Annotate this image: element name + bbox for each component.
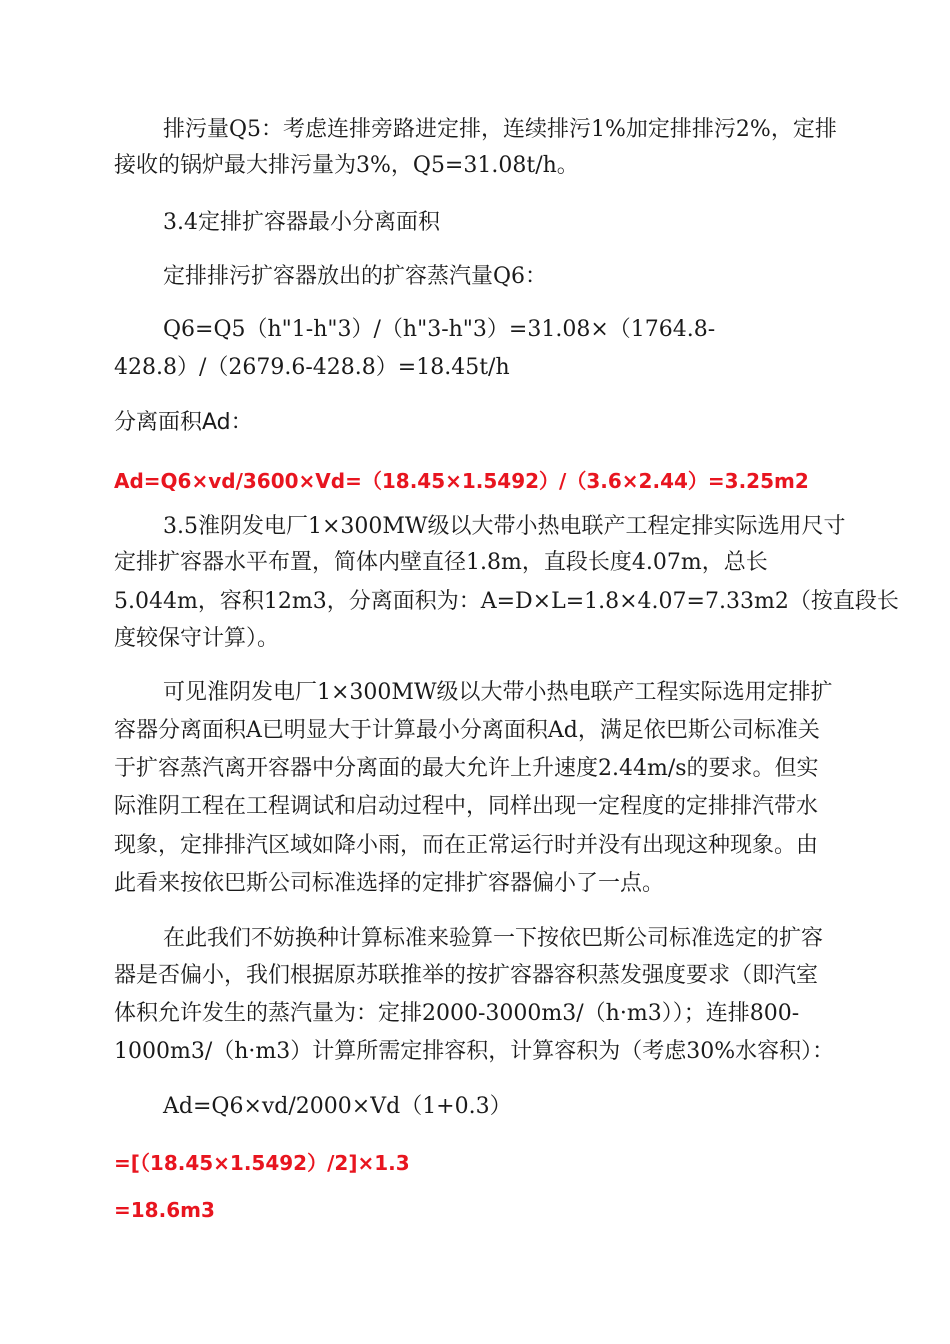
paragraph-line: 容器分离面积A已明显大于计算最小分离面积Ad，满足依巴斯公司标准关 (114, 718, 820, 743)
highlighted-formula: Ad=Q6×vd/3600×Vd=（18.45×1.5492）/（3.6×2.44）=3.25m2 (114, 469, 809, 493)
highlighted-formula: =[（18.45×1.5492）/2]×1.3 (114, 1151, 410, 1175)
paragraph-line: 分离面积Ad： (114, 410, 253, 435)
paragraph-line: 现象，定排排汽区域如降小雨，而在正常运行时并没有出现这种现象。由 (114, 833, 819, 858)
section-heading: 3.5淮阴发电厂1×300MW级以大带小热电联产工程定排实际选用尺寸 (163, 514, 846, 539)
formula-line: Q6=Q5（h"1-h"3）/（h"3-h"3）=31.08×（1764.8- (163, 317, 716, 342)
formula-line: 428.8）/（2679.6-428.8）=18.45t/h (114, 355, 510, 380)
formula-line: Ad=Q6×vd/2000×Vd（1+0.3） (163, 1094, 512, 1119)
paragraph-line: 5.044m，容积12m3，分离面积为：A=D×L=1.8×4.07=7.33m2（按直段长 (114, 589, 899, 614)
paragraph-line: 此看来按依巴斯公司标准选择的定排扩容器偏小了一点。 (114, 871, 665, 896)
paragraph-line: 于扩容蒸汽离开容器中分离面的最大允许上升速度2.44m/s的要求。但实 (114, 756, 819, 781)
paragraph-line: 接收的锅炉最大排污量为3%，Q5=31.08t/h。 (114, 153, 579, 178)
paragraph-line: 1000m3/（h·m3）计算所需定排容积，计算容积为（考虑30%水容积）： (114, 1039, 835, 1064)
paragraph-line: 器是否偏小，我们根据原苏联推举的按扩容器容积蒸发强度要求（即汽室 (114, 963, 819, 988)
paragraph-line: 排污量Q5：考虑连排旁路进定排，连续排污1%加定排排污2%，定排 (163, 117, 837, 142)
section-heading: 3.4定排扩容器最小分离面积 (163, 210, 440, 235)
paragraph-line: 际淮阴工程在工程调试和启动过程中，同样出现一定程度的定排排汽带水 (114, 794, 819, 819)
highlighted-formula: =18.6m3 (114, 1198, 215, 1222)
paragraph-line: 定排扩容器水平布置，简体内壁直径1.8m，直段长度4.07m，总长 (114, 550, 768, 575)
paragraph-line: 体积允许发生的蒸汽量为：定排2000-3000m3/（h·m3））；连排800- (114, 1001, 800, 1026)
paragraph-line: 可见淮阴发电厂1×300MW级以大带小热电联产工程实际选用定排扩 (163, 680, 833, 705)
paragraph-line: 度较保守计算）。 (114, 626, 280, 651)
paragraph-line: 定排排污扩容器放出的扩容蒸汽量Q6： (163, 264, 548, 289)
paragraph-line: 在此我们不妨换种计算标准来验算一下按依巴斯公司标准选定的扩容 (163, 926, 824, 951)
